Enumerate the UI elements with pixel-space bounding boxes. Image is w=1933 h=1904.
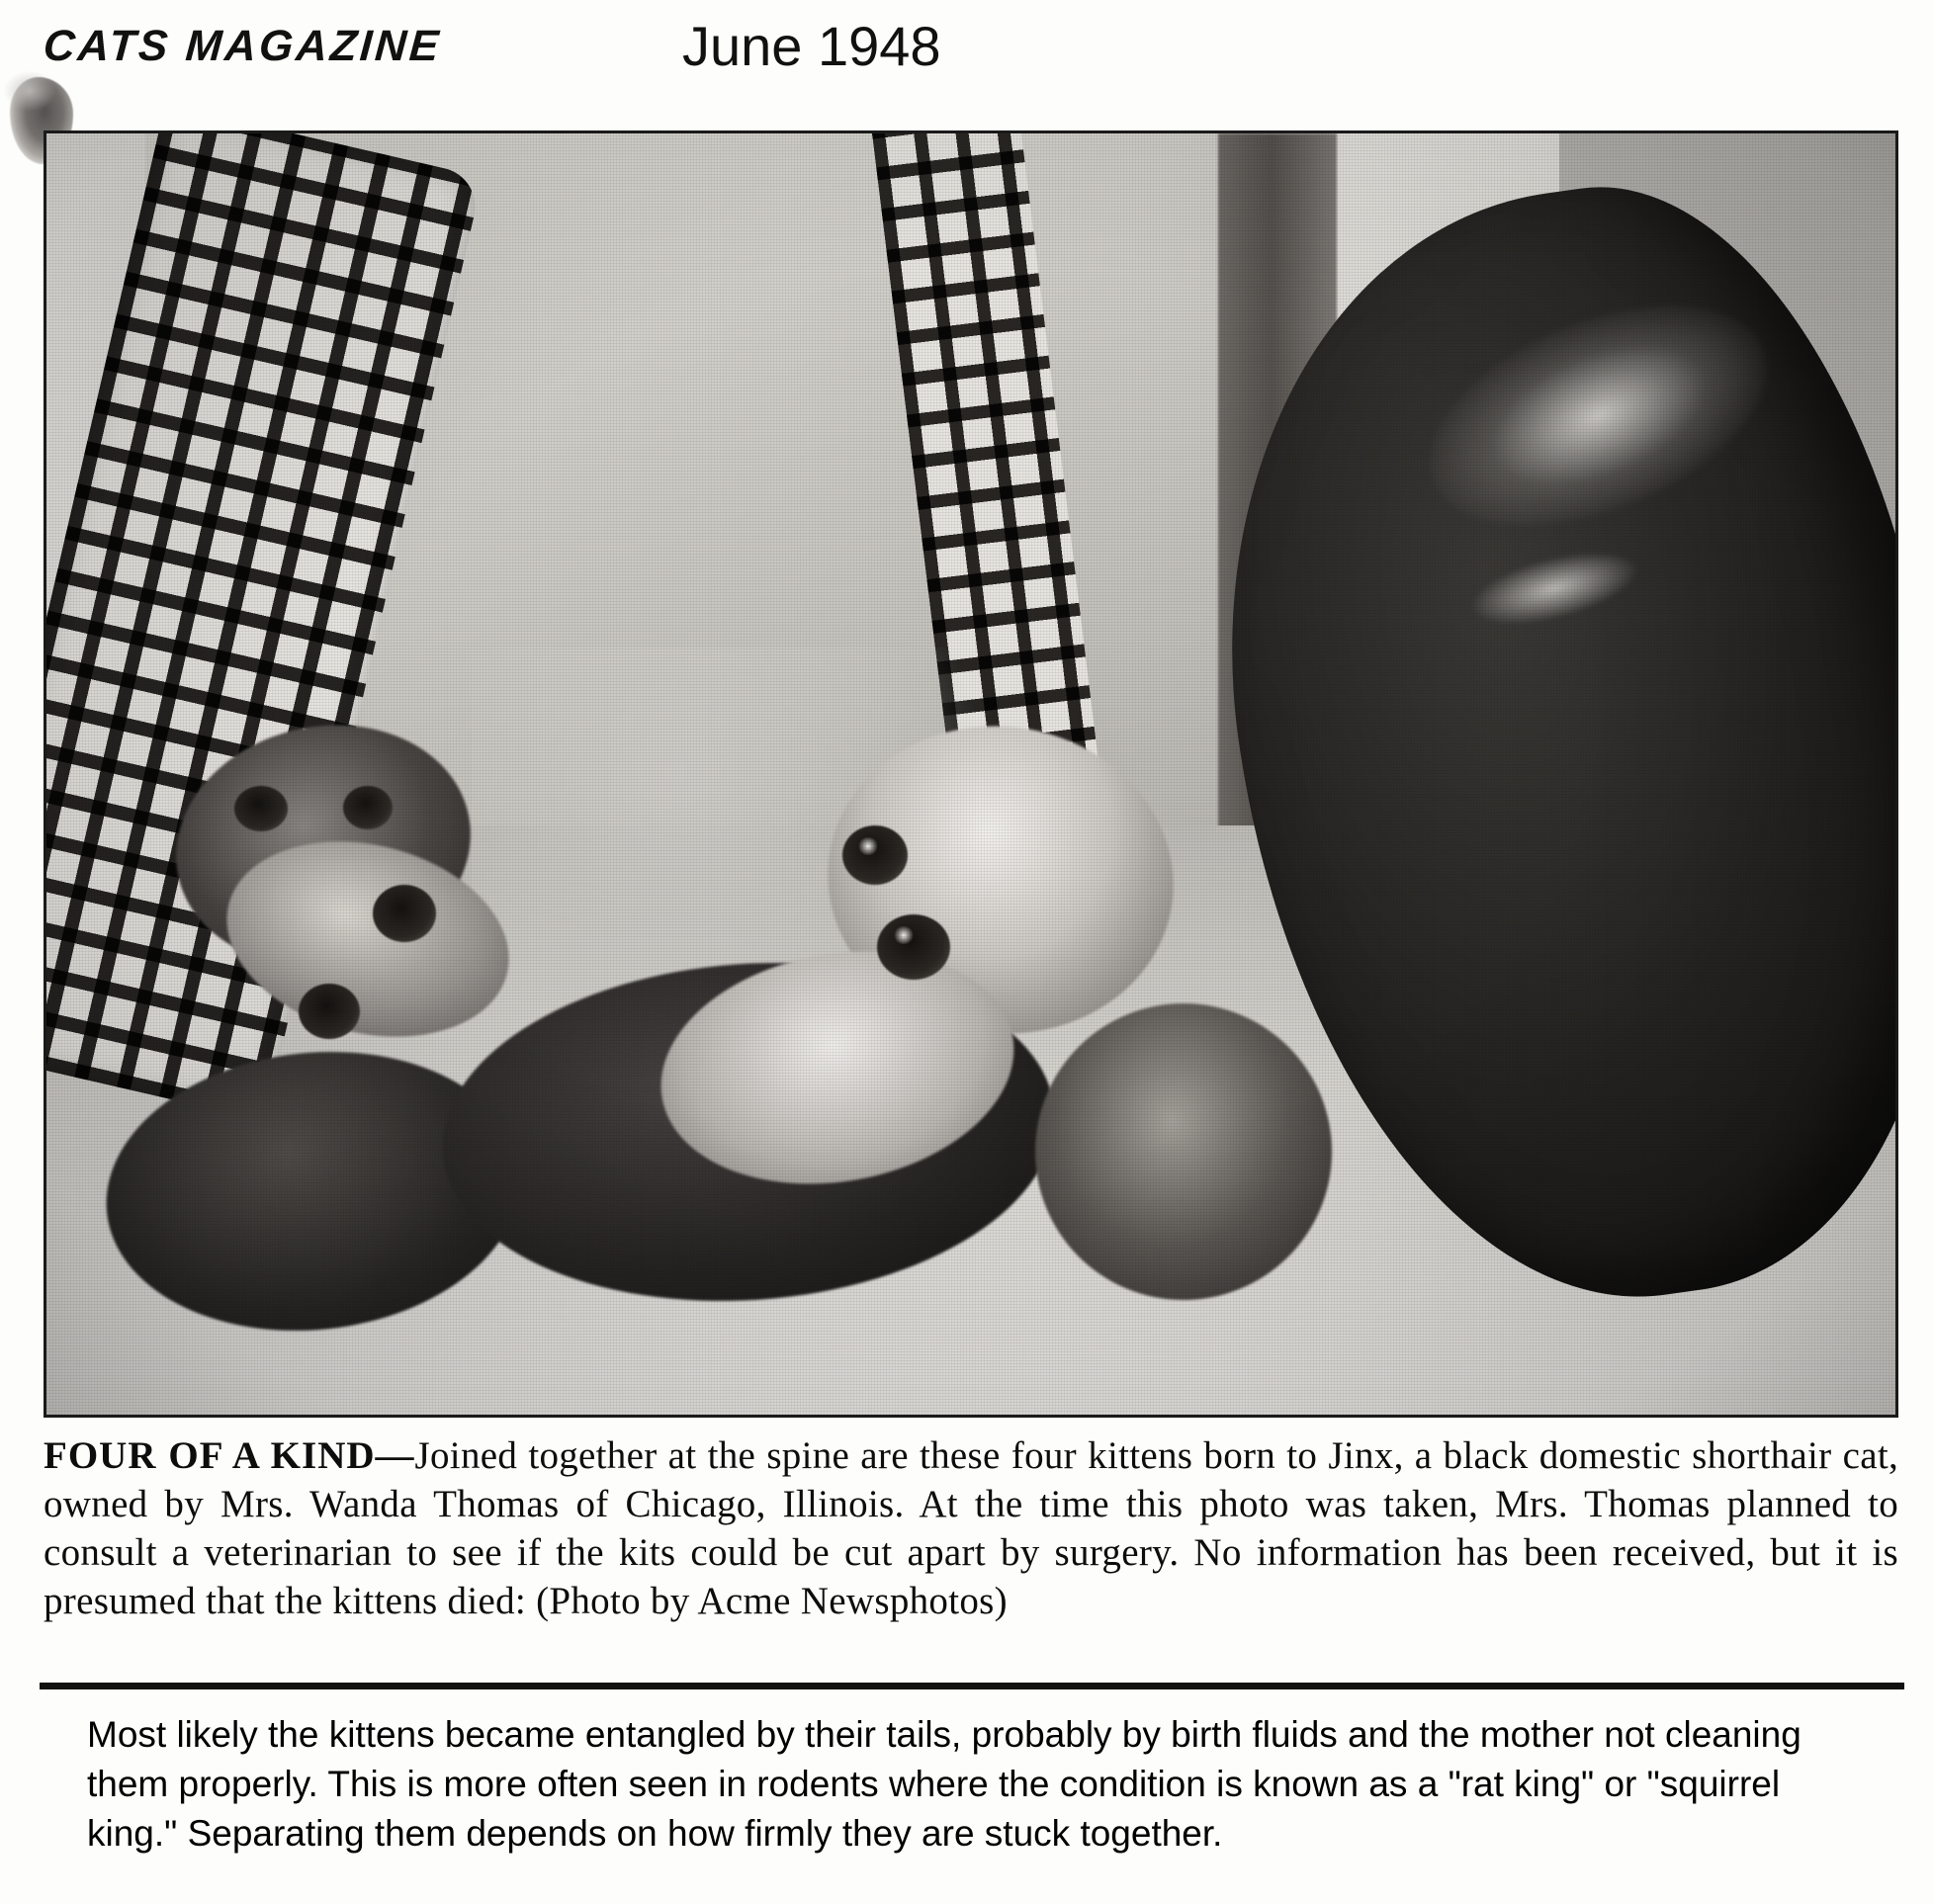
kitten-eye-highlight: [857, 837, 879, 855]
caption-dash: —: [375, 1434, 415, 1477]
caption-headline: FOUR OF A KIND: [44, 1434, 376, 1477]
photo-caption: [44, 1431, 1898, 1625]
kitten-eye: [343, 786, 393, 829]
press-photo: [44, 130, 1898, 1418]
publication-title: CATS MAGAZINE: [42, 22, 444, 70]
caption-body: Joined together at the spine are these four kittens born to Jinx, a black domestic shorthair cat, owned by Mrs. Wanda Thomas of Chicago, Illinois. At the time this photo was taken, Mrs. Thomas planned to consult a veterinarian to see if the kits could be cut apart by surgery. No information has been received, but it is presumed that the kittens died: (Photo by Acme Newsphotos): [44, 1434, 1899, 1622]
kitten-eye: [299, 984, 360, 1039]
horizontal-divider: [40, 1683, 1904, 1689]
editor-annotation: Most likely the kittens became entangled by their tails, probably by birth fluids and the mother not cleaning them properly. This is more often seen in rodents where the condition is known as a "rat king" or "squirrel king." Separating them depends on how firmly they are stuck together.: [87, 1714, 1801, 1854]
issue-date: June 1948: [682, 15, 941, 77]
kitten-eye-highlight: [893, 926, 915, 944]
photo-image: [46, 133, 1895, 1415]
kitten-eye: [842, 825, 908, 885]
kitten-eye: [373, 885, 436, 942]
kitten-eye: [877, 914, 950, 980]
kitten-eye: [234, 786, 288, 831]
masthead: [0, 0, 1933, 127]
